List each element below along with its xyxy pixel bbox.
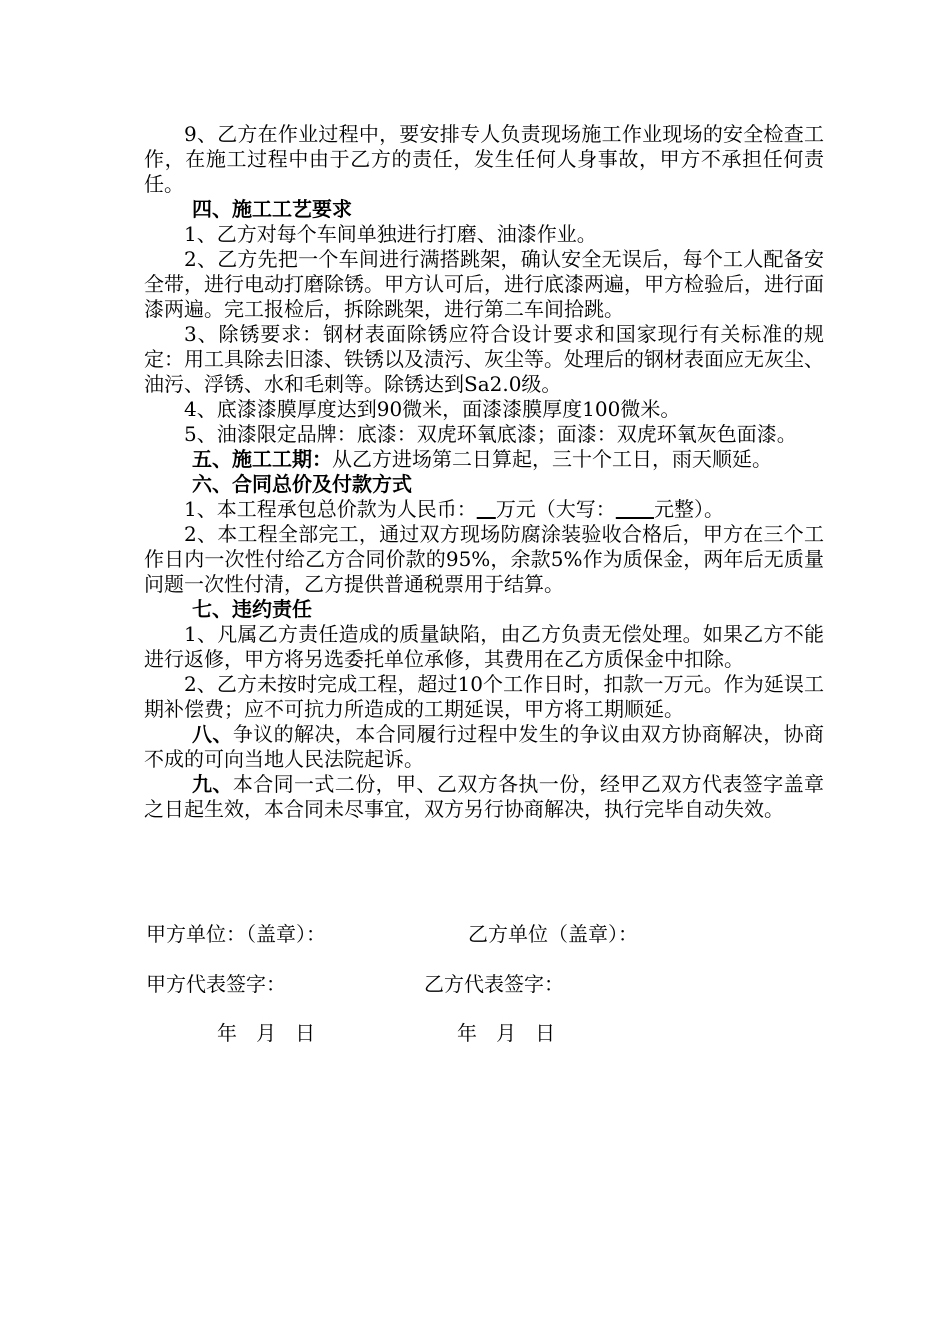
section-6-item-1 — [144, 497, 824, 522]
price-prefix: 1、本工程承包总价款为人民币： — [184, 497, 477, 521]
section-8-label: 八、 — [192, 722, 233, 746]
section-5-text: 从乙方进场第二日算起，三十个工日，雨天顺延。 — [332, 447, 772, 471]
section-4-heading: 四、施工工艺要求 — [192, 197, 352, 221]
contract-body — [144, 122, 824, 822]
party-a-rep-label: 甲方代表签字： — [146, 972, 286, 996]
section-7-item-1: 1、凡属乙方责任造成的质量缺陷，由乙方负责无偿处理。如果乙方不能进行返修，甲方将另选委托单位承修，其费用在乙方质保金中扣除。 — [144, 622, 824, 671]
section-4-item-1: 1、乙方对每个车间单独进行打磨、油漆作业。 — [184, 222, 597, 246]
section-8 — [144, 722, 824, 772]
party-a-date: 年 月 日 — [217, 1021, 316, 1045]
clause-9: 9、乙方在作业过程中，要安排专人负责现场施工作业现场的安全检查工作，在施工过程中由于乙方的责任，发生任何人身事故，甲方不承担任何责任。 — [144, 122, 824, 196]
section-7-item-2: 2、乙方未按时完成工程，超过10个工作日时，扣款一万元。作为延误工期补偿费；应不可抗力所造成的工期延误，甲方将工期顺延。 — [144, 672, 824, 721]
price-amount-blank — [477, 497, 496, 521]
section-4-item-3: 3、除锈要求：钢材表面除锈应符合设计要求和国家现行有关标准的规定：用工具除去旧漆、铁锈以及渍污、灰尘等。处理后的钢材表面应无灰尘、油污、浮锈、水和毛刺等。除锈达到Sa2.0级。 — [144, 322, 824, 396]
price-suffix: 元整）。 — [653, 497, 724, 521]
price-words-blank — [616, 497, 654, 521]
party-a-unit-label: 甲方单位：（盖章）： — [146, 922, 326, 946]
section-4-item-4: 4、底漆漆膜厚度达到90微米，面漆漆膜厚度100微米。 — [184, 397, 681, 421]
section-8-text: 争议的解决，本合同履行过程中发生的争议由双方协商解决，协商不成的可向当地人民法院起诉。 — [144, 722, 825, 771]
section-9-text: 本合同一式二份，甲、乙双方各执一份，经甲乙双方代表签字盖章之日起生效，本合同未尽事宜，双方另行协商解决，执行完毕自动失效。 — [144, 772, 825, 821]
section-5 — [144, 447, 824, 472]
party-b-rep-label: 乙方代表签字： — [424, 972, 564, 996]
section-4-item-5: 5、油漆限定品牌：底漆：双虎环氧底漆；面漆：双虎环氧灰色面漆。 — [184, 422, 797, 446]
party-b-date: 年 月 日 — [457, 1021, 556, 1045]
section-6-heading: 六、合同总价及付款方式 — [192, 472, 412, 496]
section-7-heading: 七、违约责任 — [192, 597, 312, 621]
section-5-label: 五、施工工期： — [192, 447, 332, 471]
section-4-item-2: 2、乙方先把一个车间进行满搭跳架，确认安全无误后，每个工人配备安全带，进行电动打磨除锈。甲方认可后，进行底漆两遍，甲方检验后，进行面漆两遍。完工报检后，拆除跳架，进行第二车间拾跳。 — [144, 247, 824, 321]
section-9 — [144, 772, 824, 822]
party-b-unit-label: 乙方单位（盖章）： — [468, 922, 638, 946]
section-9-label: 九、 — [192, 772, 233, 796]
price-mid: 万元（大写： — [495, 497, 616, 521]
section-6-item-2: 2、本工程全部完工，通过双方现场防腐涂装验收合格后，甲方在三个工作日内一次性付给乙方合同价款的95%，余款5%作为质保金，两年后无质量问题一次性付清，乙方提供普通税票用于结算。 — [144, 522, 824, 596]
